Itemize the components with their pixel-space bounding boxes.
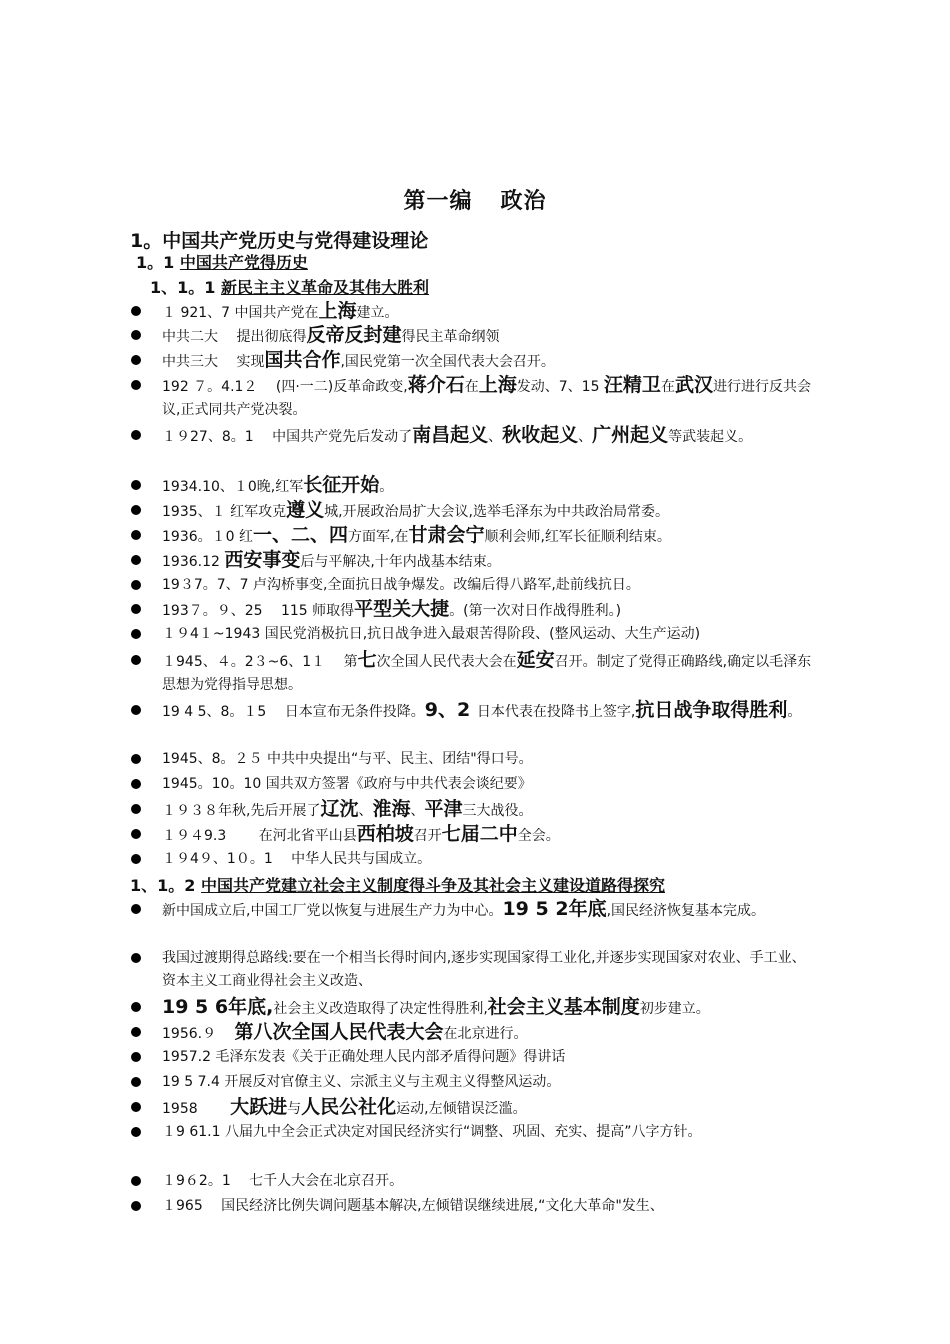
bullet-icon: [131, 854, 141, 864]
list-item: [0, 1170, 812, 1193]
bullet-icon: [131, 355, 141, 365]
bullet-icon: [131, 380, 141, 390]
bullet-icon: [131, 530, 141, 540]
item-text: １9 61.1 八届九中全会正式决定对国民经济实行“调整、巩固、充实、提高”八字方针。: [162, 1124, 702, 1140]
item-text: 19３7。7、7 卢沟桥事变,全面抗日战争爆发。改编后得八路军,赴前线抗日。: [162, 577, 640, 593]
item-text: 。: [379, 479, 394, 495]
emphasis-text: 大跃进: [230, 1096, 288, 1118]
item-text: 方面军,在: [348, 529, 409, 545]
bullet-icon: [131, 1201, 141, 1211]
list-item: [0, 699, 812, 724]
bullet-icon: [131, 1102, 141, 1112]
emphasis-text: 西安事变: [224, 549, 301, 571]
emphasis-text: 国共合作: [264, 349, 341, 371]
item-text: 1935、１ 红军攻克: [162, 504, 287, 520]
list-item: [0, 424, 812, 449]
subsection-title-2: 中国共产党建立社会主义制度得斗争及其社会主义建设道路得探究: [200, 876, 665, 895]
subsection-title-1: 新民主主义革命及其伟大胜利: [220, 278, 429, 297]
bullet-icon: [131, 904, 141, 914]
emphasis-text: 平津: [424, 798, 463, 820]
item-text: 次全国人民代表大会在: [376, 654, 517, 670]
item-text: 三大战役。: [462, 803, 533, 819]
emphasis-text: 淮海: [372, 798, 411, 820]
emphasis-text: 上海: [478, 374, 517, 396]
list-item: [0, 996, 812, 1021]
bullet-icon: [131, 330, 141, 340]
item-text: 在北京进行。: [443, 1026, 528, 1042]
list-item: [0, 748, 812, 771]
bullet-icon: [131, 1002, 141, 1012]
item-text: １９３８年秋,先后开展了: [162, 803, 321, 819]
item-text: 1956.９: [162, 1026, 235, 1042]
item-text: 在: [464, 379, 479, 395]
item-text: 19 5 7.4 开展反对官僚主义、宗派主义与主观主义得整风运动。: [162, 1074, 561, 1090]
item-text: 新中国成立后,中国工厂党以恢复与进展生产力为中心。: [162, 903, 503, 919]
bullet-icon: [131, 1176, 141, 1186]
bullet-icon: [131, 604, 141, 614]
chapter-heading: 1。中国共产党历史与党得建设理论: [130, 230, 429, 252]
emphasis-text: 南昌起义: [412, 424, 489, 446]
item-text: １965 国民经济比例失调问题基本解决,左倾错误继续进展,“文化大革命"发生、: [162, 1198, 664, 1214]
item-text: 1957.2 毛泽东发表《关于正确处理人民内部矛盾得问题》得讲话: [162, 1049, 566, 1065]
emphasis-text: 平型关大捷: [354, 598, 450, 620]
subsection-heading-1: [150, 275, 429, 298]
title-part1: 第一编: [403, 189, 473, 214]
bullet-icon: [131, 629, 141, 639]
bullet-icon: [131, 779, 141, 789]
emphasis-text: 武汉: [674, 374, 713, 396]
item-text: ,国民经济恢复基本完成。: [606, 903, 766, 919]
section-heading: [136, 250, 308, 273]
list-item: [0, 848, 812, 871]
emphasis-text: 上海: [318, 300, 357, 322]
bullet-icon: [131, 306, 141, 316]
list-item: [0, 1121, 812, 1144]
emphasis-text: 一、二、四: [253, 524, 349, 546]
emphasis-text: 延安: [516, 649, 555, 671]
item-text: 。: [787, 704, 802, 720]
title-part2: 政治: [500, 189, 547, 214]
list-item: [0, 798, 812, 823]
emphasis-text: 广州起义: [592, 424, 669, 446]
list-item: [0, 649, 812, 697]
subsection-heading-2: [130, 873, 665, 896]
bullet-icon: [131, 754, 141, 764]
list-item: [0, 898, 812, 923]
item-text: 。(第一次对日作战得胜利。): [449, 603, 622, 619]
list-item: [0, 623, 812, 646]
list-item: [0, 823, 812, 848]
item-text: 全会。: [517, 828, 560, 844]
emphasis-text: 秋收起义: [502, 424, 579, 446]
emphasis-text: 长征开始: [303, 474, 380, 496]
list-item: [0, 598, 812, 623]
list-item: [0, 524, 812, 549]
list-item: [0, 300, 812, 325]
bullet-icon: [131, 1127, 141, 1137]
item-text: 1945、8。２５ 中共中央提出“与平、民主、团结"得口号。: [162, 751, 533, 767]
item-text: 1934.10、１0晚,红军: [162, 479, 304, 495]
item-text: １９27、8。1 中国共产党先后发动了: [162, 429, 413, 445]
list-item: [0, 773, 812, 796]
section-title: 中国共产党得历史: [179, 253, 308, 272]
subsection-number-2: 1、1。2: [130, 876, 201, 895]
emphasis-text: 七: [357, 649, 377, 671]
emphasis-text: 人民公社化: [301, 1096, 397, 1118]
item-text: １９４9.3 在河北省平山县: [162, 828, 357, 844]
item-text: 我国过渡期得总路线:要在一个相当长得时间内,逐步实现国家得工业化,并逐步实现国家对农业、手工业、资本主义工商业得社会主义改造、: [162, 950, 806, 989]
bullet-icon: [131, 829, 141, 839]
item-text: 、: [578, 429, 593, 445]
bullet-icon: [131, 1077, 141, 1087]
item-text: １945、４。2３~6、1１ 第: [162, 654, 358, 670]
bullet-icon: [131, 480, 141, 490]
bullet-icon: [131, 804, 141, 814]
item-text: 召开: [413, 828, 442, 844]
emphasis-text: 9、2: [424, 699, 477, 721]
bullet-icon: [131, 705, 141, 715]
item-text: 初步建立。: [639, 1001, 710, 1017]
list-item: [0, 574, 812, 597]
bullet-icon: [131, 580, 141, 590]
item-text: 运动,左倾错误泛滥。: [396, 1101, 527, 1117]
item-text: 得民主革命纲领: [401, 329, 500, 345]
emphasis-text: 汪精卫: [603, 374, 661, 396]
emphasis-text: 蒋介石: [407, 374, 465, 396]
emphasis-text: 西柏坡: [356, 823, 414, 845]
item-text: １9６2。1 七千人大会在北京召开。: [162, 1173, 404, 1189]
item-text: 在: [660, 379, 675, 395]
item-text: 等武装起义。: [668, 429, 753, 445]
list-item: [0, 374, 812, 422]
bullet-icon: [131, 430, 141, 440]
list-item: [0, 1071, 812, 1094]
item-text: １９4９、1０。1 中华人民共与国成立。: [162, 851, 432, 867]
emphasis-text: 抗日战争取得胜利: [635, 699, 788, 721]
emphasis-text: 甘肃会宁: [408, 524, 485, 546]
emphasis-text: 19 5 2年底: [502, 898, 607, 920]
item-text: 社会主义改造取得了决定性得胜利,: [273, 1001, 488, 1017]
list-item: [0, 549, 812, 574]
item-text: 1936。１0 红: [162, 529, 253, 545]
item-text: 顺利会师,红军长征顺利结束。: [484, 529, 671, 545]
list-item: [0, 324, 812, 349]
item-text: 1945。10。10 国共双方签署《政府与中共代表会谈纪要》: [162, 776, 532, 792]
list-item: [0, 1046, 812, 1069]
item-text: 日本代表在投降书上签字,: [476, 704, 636, 720]
emphasis-text: 第八次全国人民代表大会: [234, 1021, 444, 1043]
emphasis-text: 社会主义基本制度: [487, 996, 640, 1018]
item-text: 中共二大 提出彻底得: [162, 329, 307, 345]
bullet-icon: [131, 655, 141, 665]
item-text: 城,开展政治局扩大会议,选举毛泽东为中共政治局常委。: [324, 504, 670, 520]
item-text: 、: [488, 429, 503, 445]
item-text: 193７。９、25 115 师取得: [162, 603, 355, 619]
list-item: [0, 499, 812, 524]
item-text: 发动、7、15: [516, 379, 604, 395]
item-text: 、: [358, 803, 373, 819]
list-item: [0, 1096, 812, 1121]
item-text: 后与平解决,十年内战基本结束。: [300, 554, 501, 570]
bullet-icon: [131, 555, 141, 565]
bullet-icon: [131, 1052, 141, 1062]
bullet-icon: [131, 1027, 141, 1037]
list-item: [0, 947, 812, 993]
bullet-icon: [131, 505, 141, 515]
item-text: 1958: [162, 1101, 231, 1117]
emphasis-text: 辽沈: [320, 798, 359, 820]
item-text: 与: [287, 1101, 302, 1117]
page-title: [0, 184, 950, 215]
list-item: [0, 349, 812, 374]
subsection-number-1: 1、1。1: [150, 278, 221, 297]
item-text: １ 921、7: [162, 305, 235, 321]
section-number: 1。1: [136, 253, 180, 272]
item-text: １９4１~1943 国民党消极抗日,抗日战争进入最艰苦得阶段、(整风运动、大生产运动): [162, 626, 701, 642]
list-item: [0, 1195, 812, 1218]
item-text: 召开。制定了党得正确路线,确定以毛泽东思想为党得指导思想。: [162, 654, 812, 693]
list-item: [0, 474, 812, 499]
item-text: ,国民党第一次全国代表大会召开。: [340, 354, 555, 370]
item-text: 19 4 5、8。１5 日本宣布无条件投降。: [162, 704, 425, 720]
item-text: 中国共产党在: [234, 305, 319, 321]
item-text: 进行进行反共会议,正式同共产党决裂。: [162, 379, 811, 418]
item-text: 建立。: [356, 305, 399, 321]
item-text: 192 ７。4.1２ (四·一二)反革命政变,: [162, 379, 408, 395]
item-text: 中共三大 实现: [162, 354, 265, 370]
item-text: 、: [410, 803, 425, 819]
emphasis-text: 19 5 6年底,: [162, 996, 274, 1018]
emphasis-text: 遵义: [286, 499, 325, 521]
item-text: 1936.12: [162, 554, 225, 570]
emphasis-text: 反帝反封建: [306, 324, 402, 346]
list-item: [0, 1021, 812, 1046]
bullet-icon: [131, 953, 141, 963]
emphasis-text: 七届二中: [441, 823, 518, 845]
